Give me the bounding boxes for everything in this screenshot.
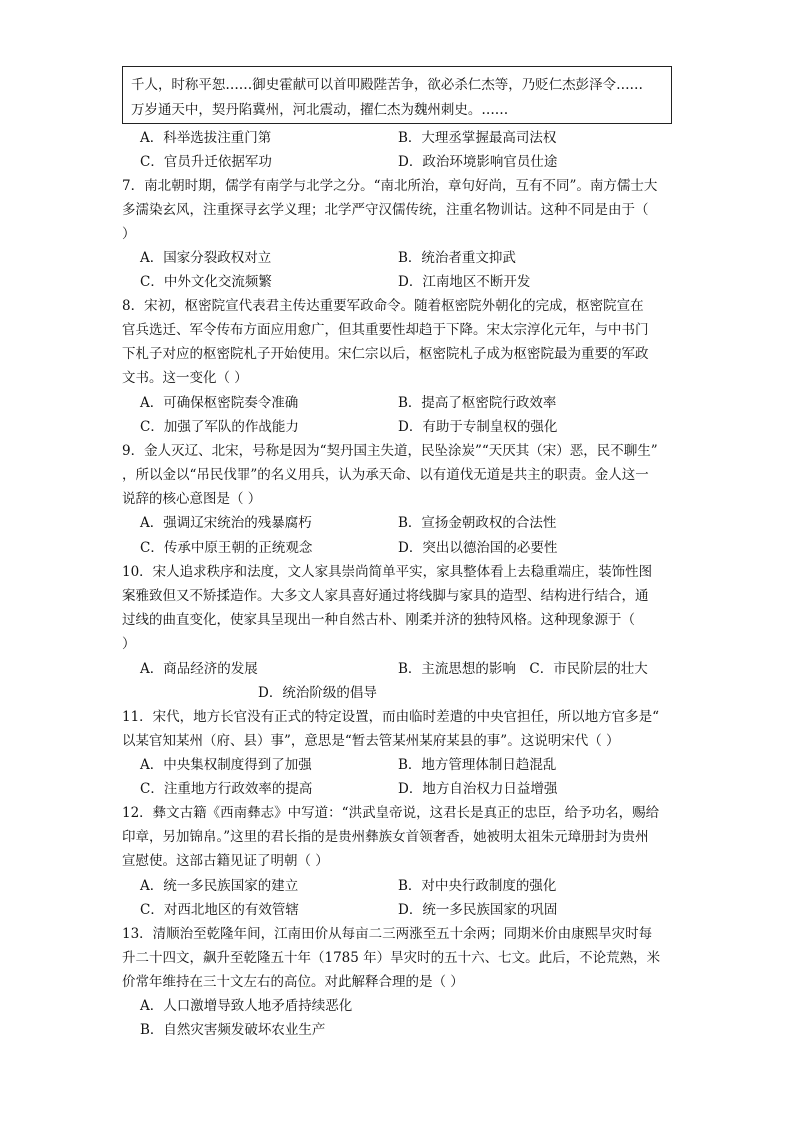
q11-option-a[interactable]: A．中央集权制度得到了加强 xyxy=(140,757,312,773)
q7-option-a[interactable]: A．国家分裂政权对立 xyxy=(140,250,272,266)
q11-stem-line-2: 以某官知某州（府、县）事”，意思是“暂去管某州某府某县的事”。这说明宋代（ ） xyxy=(122,733,620,749)
q9-option-a[interactable]: A．强调辽宋统治的残暴腐朽 xyxy=(140,515,312,531)
q13-option-b[interactable]: B．自然灾害频发破坏农业生产 xyxy=(140,1022,326,1038)
q10-stem-line-4: ） xyxy=(122,636,136,652)
q8-stem-line-3: 下札子对应的枢密院札子开始使用。宋仁宗以后，枢密院札子成为枢密院最为重要的军政 xyxy=(122,346,649,362)
q6-option-c[interactable]: C．官员升迁依据军功 xyxy=(140,154,272,170)
q9-option-d[interactable]: D．突出以德治国的必要性 xyxy=(398,540,558,556)
q6-option-d[interactable]: D．政治环境影响官员仕途 xyxy=(398,154,558,170)
q11-option-c[interactable]: C．注重地方行政效率的提高 xyxy=(140,781,313,797)
q12-option-d[interactable]: D．统一多民族国家的巩固 xyxy=(398,902,558,918)
q10-stem-line-2: 案雅致但又不矫揉造作。大多文人家具喜好通过将线脚与家具的造型、结构进行结合，通 xyxy=(122,588,649,604)
q8-stem-line-1: 8．宋初，枢密院宣代表君主传达重要军政命令。随着枢密院外朝化的完成，枢密院宣在 xyxy=(122,298,644,314)
q12-stem-line-1: 12．彝文古籍《西南彝志》中写道：“洪武皇帝说，这君长是真正的忠臣，给予功名，赐给 xyxy=(122,805,660,821)
q10-option-b-c[interactable]: B．主流思想的影响 C．市民阶层的壮大 xyxy=(398,661,648,677)
q12-option-c[interactable]: C．对西北地区的有效管辖 xyxy=(140,902,299,918)
q9-option-b[interactable]: B．宣扬金朝政权的合法性 xyxy=(398,515,557,531)
q11-stem-line-1: 11．宋代，地方长官没有正式的特定设置，而由临时差遣的中央官担任，所以地方官多是“ xyxy=(122,709,660,725)
q7-stem-line-3: ） xyxy=(122,226,136,242)
q10-stem-line-3: 过线的曲直变化，使家具呈现出一种自然古朴、刚柔并济的独特风格。这种现象源于（ xyxy=(122,612,635,628)
q7-option-b[interactable]: B．统治者重文抑武 xyxy=(398,250,516,266)
q10-option-a[interactable]: A．商品经济的发展 xyxy=(140,661,258,677)
q10-option-d[interactable]: D．统治阶级的倡导 xyxy=(258,685,377,701)
q9-stem-line-2: ，所以金以“吊民伐罪”的名义用兵，认为承天命、以有道伐无道是共主的职责。金人这一 xyxy=(122,467,649,483)
q6-option-a[interactable]: A．科举选拔注重门第 xyxy=(140,130,272,146)
q11-option-b[interactable]: B．地方管理体制日趋混乱 xyxy=(398,757,557,773)
q9-stem-line-1: 9．金人灭辽、北宋，号称是因为“契丹国主失道，民坠涂炭”“天厌其（宋）恶，民不聊生” xyxy=(122,443,658,459)
q12-stem-line-2: 印章，另加锦帛。”这里的君长指的是贵州彝族女首领奢香，她被明太祖朱元璋册封为贵州 xyxy=(122,829,649,845)
source-line-2: 万岁通天中，契丹陷冀州，河北震动，擢仁杰为魏州刺史。…… xyxy=(131,102,509,118)
q12-stem-line-3: 宣慰使。这部古籍见证了明朝（ ） xyxy=(122,853,329,869)
q9-stem-line-3: 说辞的核心意图是（ ） xyxy=(122,491,262,507)
quoted-source-box xyxy=(122,66,672,124)
q7-option-d[interactable]: D．江南地区不断开发 xyxy=(398,274,531,290)
q6-option-b[interactable]: B．大理丞掌握最高司法权 xyxy=(398,130,557,146)
q12-option-b[interactable]: B．对中央行政制度的强化 xyxy=(398,878,557,894)
q10-stem-line-1: 10．宋人追求秩序和法度，文人家具崇尚简单平实，家具整体看上去稳重端庄，装饰性图 xyxy=(122,564,653,580)
q11-option-d[interactable]: D．地方自治权力日益增强 xyxy=(398,781,558,797)
q7-option-c[interactable]: C．中外文化交流频繁 xyxy=(140,274,272,290)
q7-stem-line-1: 7．南北朝时期，儒学有南学与北学之分。“南北所治，章句好尚，互有不同”。南方儒士大 xyxy=(122,178,658,194)
q7-stem-line-2: 多濡染玄风，注重探寻玄学义理；北学严守汉儒传统，注重名物训诂。这种不同是由于（ xyxy=(122,202,649,218)
source-line-1: 千人，时称平恕……御史霍献可以首叩殿陛苦争，欲必杀仁杰等，乃贬仁杰彭泽令…… xyxy=(131,77,644,93)
q8-stem-line-4: 文书。这一变化（ ） xyxy=(122,370,248,386)
q8-option-b[interactable]: B．提高了枢密院行政效率 xyxy=(398,395,557,411)
q12-option-a[interactable]: A．统一多民族国家的建立 xyxy=(140,878,299,894)
q13-stem-line-2: 升二十四文，飙升至乾隆五十年（1785 年）旱灾时的五十六、七文。此后，不论荒熟，米 xyxy=(122,950,661,966)
q9-option-c[interactable]: C．传承中原王朝的正统观念 xyxy=(140,540,313,556)
q8-option-a[interactable]: A．可确保枢密院奏令准确 xyxy=(140,395,299,411)
q13-stem-line-3: 价常年维持在三十文左右的高位。对此解释合理的是（ ） xyxy=(122,974,464,990)
q13-option-a[interactable]: A．人口激增导致人地矛盾持续恶化 xyxy=(140,998,353,1014)
q13-stem-line-1: 13．清顺治至乾隆年间，江南田价从每亩二三两涨至五十余两；同期米价由康熙旱灾时每 xyxy=(122,926,653,942)
q8-option-c[interactable]: C．加强了军队的作战能力 xyxy=(140,419,299,435)
q8-option-d[interactable]: D．有助于专制皇权的强化 xyxy=(398,419,558,435)
q8-stem-line-2: 官兵选迁、军令传布方面应用愈广，但其重要性却趋于下降。宋太宗淳化元年，与中书门 xyxy=(122,322,649,338)
